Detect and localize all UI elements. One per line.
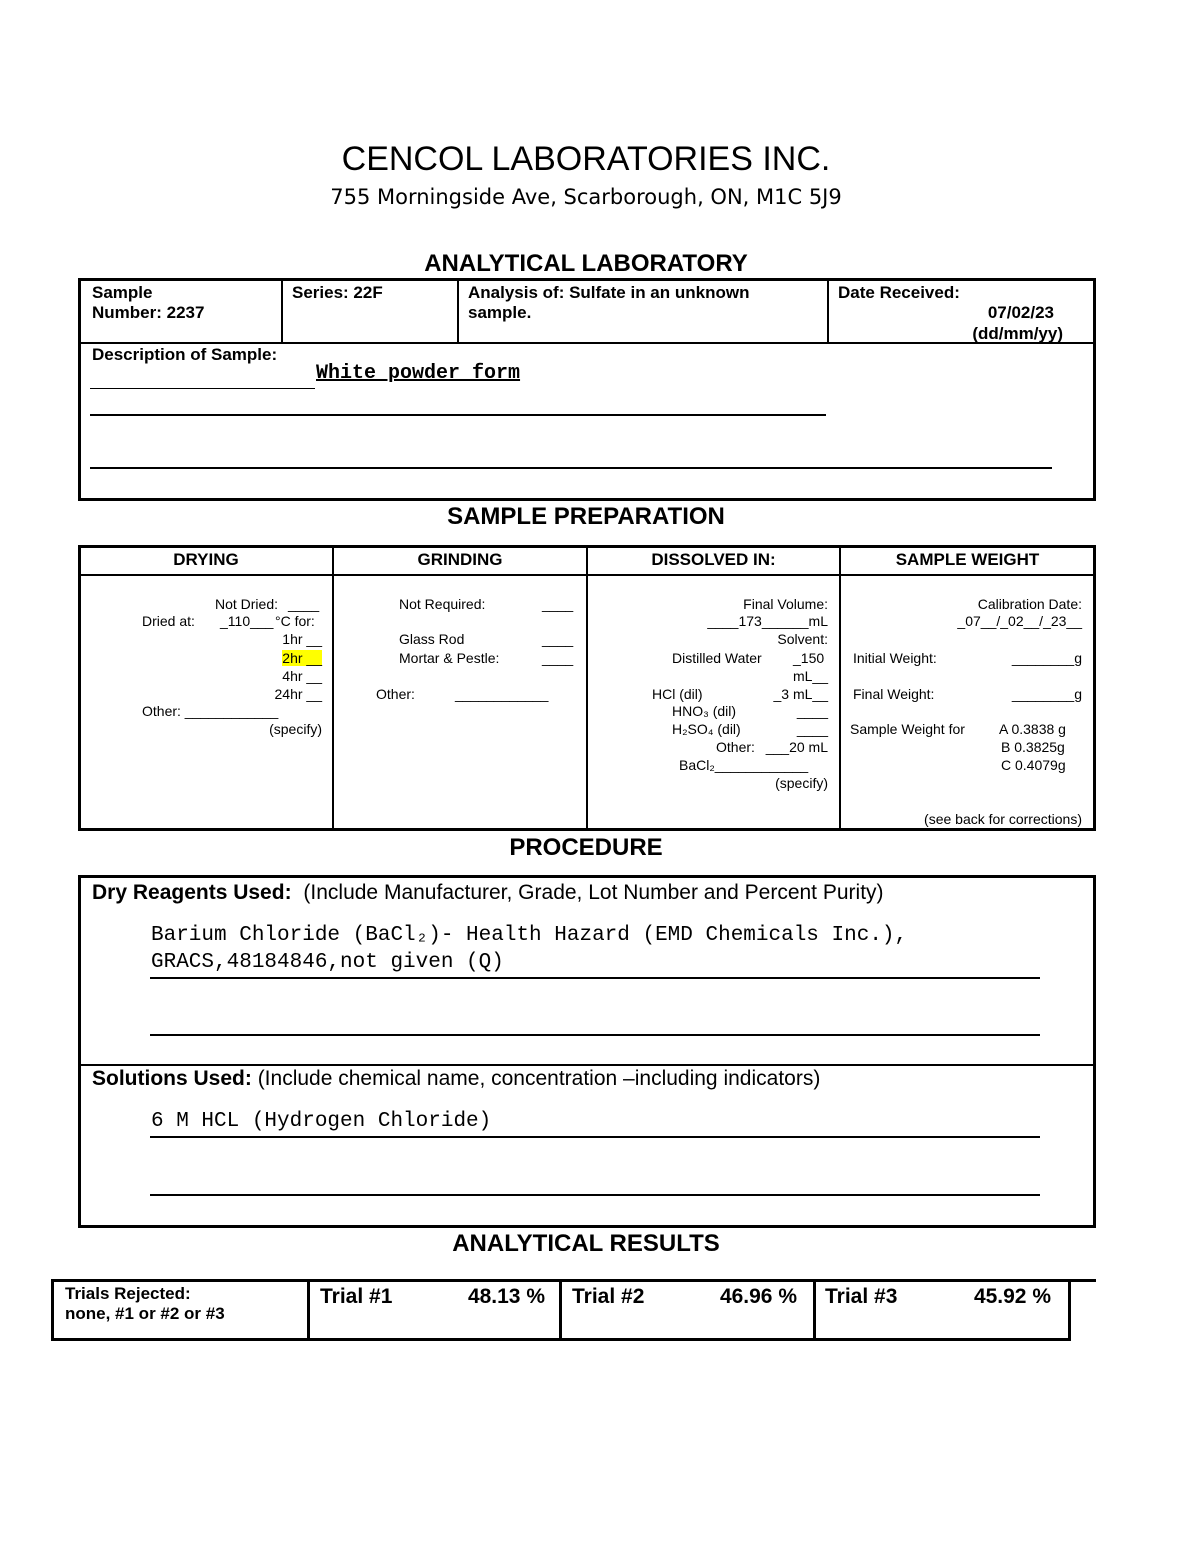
col-grinding: GRINDING — [417, 550, 503, 569]
sample-prep-heading: SAMPLE PREPARATION — [447, 503, 725, 530]
sample-label: Sample — [92, 283, 153, 302]
procedure-heading: PROCEDURE — [509, 834, 663, 861]
dried-at-label: Dried at: — [142, 613, 195, 629]
dried-temp: _110___ — [220, 613, 274, 629]
dry-1hr: 1hr __ — [282, 631, 322, 647]
dry-reagents-label: Dry Reagents Used: — [92, 881, 292, 904]
dry-reagents-hint: (Include Manufacturer, Grade, Lot Number and Percent Purity) — [303, 881, 884, 904]
analytical-lab-heading: ANALYTICAL LABORATORY — [424, 250, 748, 277]
final-volume-value: ____173______mL — [707, 613, 828, 629]
initial-weight-label: Initial Weight: — [853, 650, 937, 666]
trial-2-value: 46.96 % — [719, 1285, 797, 1308]
trial-3-label: Trial #3 — [825, 1285, 898, 1308]
sample-weight-label: Sample Weight for — [850, 721, 965, 737]
final-weight-value: ________g — [1011, 686, 1082, 702]
final-weight-label: Final Weight: — [853, 686, 935, 702]
dry-4hr: 4hr __ — [282, 668, 322, 684]
trials-rejected-value: none, #1 or #2 or #3 — [65, 1304, 225, 1323]
dry-24hr: 24hr __ — [274, 686, 322, 702]
solutions-row — [92, 1067, 820, 1091]
not-dried-label: Not Dried: — [214, 596, 278, 612]
analysis-line1: Analysis of: Sulfate in an unknown — [468, 283, 750, 302]
date-received-value: 07/02/23 — [987, 303, 1054, 322]
dissolved-other-value: ___20 mL — [765, 739, 828, 755]
description-label: Description of Sample: — [92, 345, 278, 364]
series: Series: 22F — [292, 283, 383, 302]
dry-specify: (specify) — [269, 721, 322, 737]
hno3-blank: ____ — [796, 703, 828, 719]
see-back-note: (see back for corrections) — [924, 811, 1082, 827]
trial-2-label: Trial #2 — [572, 1285, 645, 1308]
grinding-other-label: Other: — [376, 686, 415, 702]
dissolved-other-label: Other: — [716, 739, 755, 755]
glass-rod-label: Glass Rod — [399, 631, 465, 647]
solutions-label: Solutions Used: — [92, 1067, 252, 1090]
dry-reagents-row — [92, 881, 884, 905]
mortar-blank: ____ — [542, 650, 574, 666]
sample-weight-a: A 0.3838 g — [999, 721, 1066, 737]
trial-3-value: 45.92 % — [973, 1285, 1051, 1308]
analysis-line2: sample. — [468, 303, 532, 322]
calibration-value: _07__/_02__/_23__ — [957, 613, 1082, 629]
results-heading: ANALYTICAL RESULTS — [452, 1230, 720, 1257]
solvent-label: Solvent: — [777, 631, 828, 647]
trial-1-value: 48.13 % — [467, 1285, 545, 1308]
h2so4-label: H₂SO₄ (dil) — [672, 721, 741, 737]
distilled-water-value: _150 — [793, 650, 825, 666]
distilled-water-label: Distilled Water — [672, 650, 762, 666]
trials-rejected-label: Trials Rejected: — [65, 1284, 191, 1303]
glass-rod-blank: ____ — [542, 631, 574, 647]
dry-reagent-line2: GRACS,48184846,not given (Q) — [151, 951, 504, 974]
dry-other: Other: ____________ — [142, 703, 279, 719]
company-name: CENCOL LABORATORIES INC. — [341, 140, 831, 178]
dried-unit: °C for: — [275, 613, 315, 629]
hcl-label: HCl (dil) — [652, 686, 703, 702]
final-volume-label: Final Volume: — [743, 596, 828, 612]
dry-2hr: 2hr __ — [282, 650, 322, 666]
bacl2-label: BaCl₂____________ — [679, 757, 809, 773]
not-required-label: Not Required: — [399, 596, 486, 612]
trial-1-label: Trial #1 — [320, 1285, 393, 1308]
date-format: (dd/mm/yy) — [972, 324, 1063, 343]
hcl-value: _3 mL__ — [773, 686, 828, 702]
calibration-label: Calibration Date: — [977, 596, 1082, 612]
col-sample-weight: SAMPLE WEIGHT — [895, 550, 1040, 569]
not-dried-blank: ____ — [288, 596, 320, 612]
hno3-label: HNO₃ (dil) — [672, 703, 737, 719]
description-value: White powder form — [316, 362, 521, 385]
sample-weight-c: C 0.4079g — [1001, 757, 1066, 773]
dissolved-specify: (specify) — [775, 775, 828, 791]
grinding-other-blank: ____________ — [455, 686, 549, 702]
solution-line1: 6 M HCL (Hydrogen Chloride) — [151, 1110, 492, 1133]
initial-weight-value: ________g — [1011, 650, 1082, 666]
not-required-blank: ____ — [542, 596, 574, 612]
date-received-label: Date Received: — [838, 283, 960, 302]
col-dissolved: DISSOLVED IN: — [651, 550, 776, 569]
company-address: 755 Morningside Ave, Scarborough, ON, M1C 5J9 — [330, 185, 842, 209]
distilled-water-unit: mL__ — [792, 668, 828, 684]
sample-weight-b: B 0.3825g — [1001, 739, 1065, 755]
sample-number: Number: 2237 — [92, 303, 205, 322]
mortar-label: Mortar & Pestle: — [399, 650, 500, 666]
dry-reagent-line1: Barium Chloride (BaCl₂)- Health Hazard (EMD Chemicals Inc.), — [151, 924, 908, 947]
h2so4-blank: ____ — [796, 721, 828, 737]
solutions-hint: (Include chemical name, concentration –including indicators) — [257, 1067, 821, 1090]
col-drying: DRYING — [173, 550, 239, 569]
